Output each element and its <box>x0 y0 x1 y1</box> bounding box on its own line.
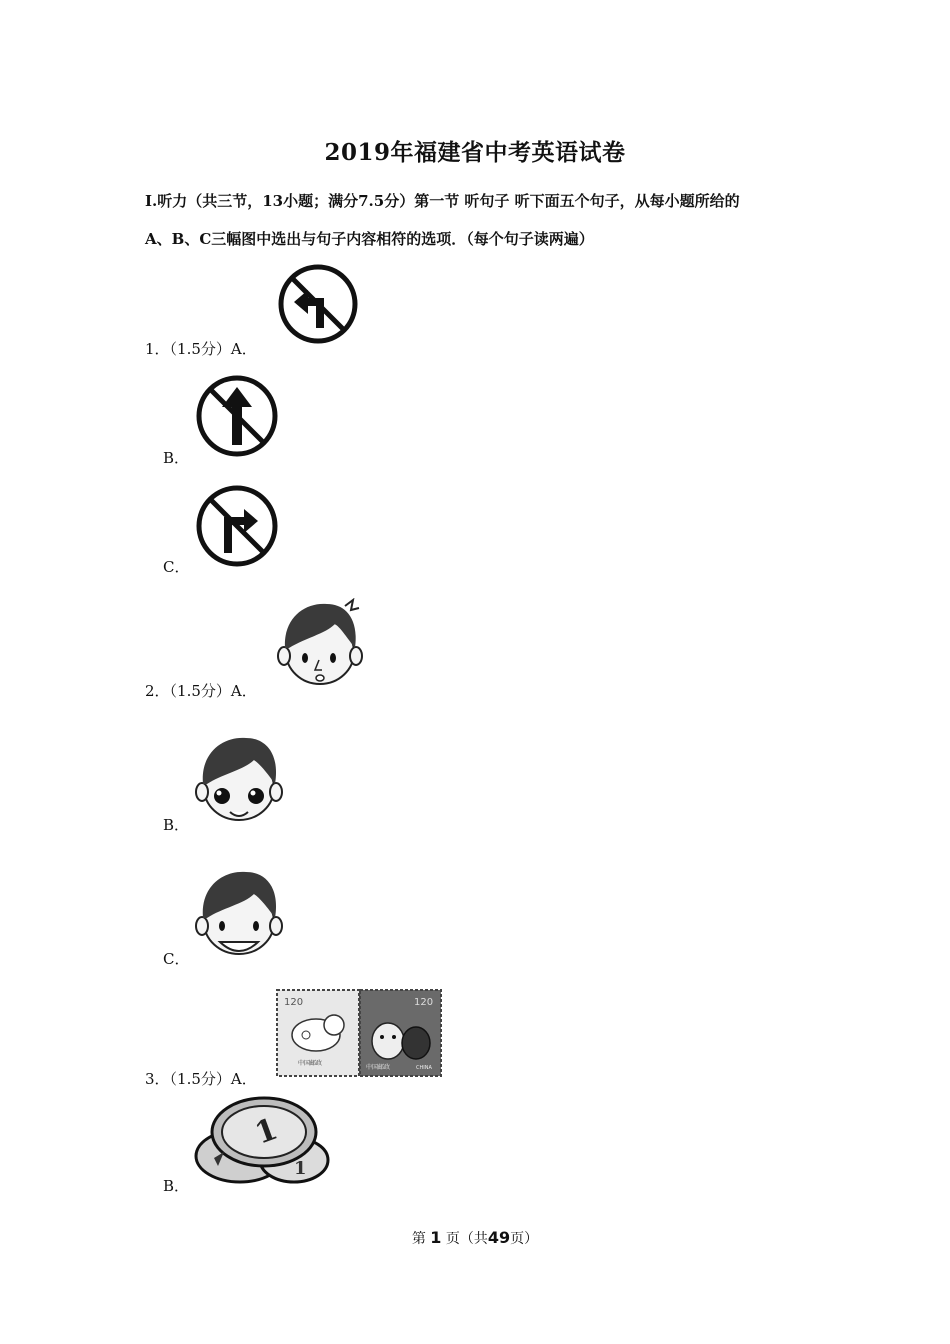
question-2-option-c-label: C． <box>163 950 190 968</box>
question-1-prefix: 1．（1.5分）A． <box>145 340 257 358</box>
stamp-left-country: 中国邮政 <box>298 1060 323 1067</box>
question-3-option-b-label: B． <box>163 1177 190 1195</box>
footer-total-pages: 49 <box>487 1228 511 1247</box>
question-1-option-c-label: C． <box>163 558 190 576</box>
no-right-turn-sign-icon[interactable] <box>194 483 280 569</box>
stamp-right-value: 120 <box>414 997 434 1008</box>
boy-face-smiling-icon[interactable] <box>192 732 286 826</box>
coins-stack-icon[interactable] <box>194 1094 334 1186</box>
page-title: 2019年福建省中考英语试卷 <box>324 139 626 166</box>
page-footer <box>0 1228 950 1248</box>
question-1-option-b-label: B． <box>163 449 190 467</box>
question-2-option-b-label: B． <box>163 816 190 834</box>
no-left-turn-sign-icon[interactable] <box>276 262 360 346</box>
boy-face-surprised-icon[interactable] <box>275 598 365 690</box>
footer-pre: 第 <box>411 1231 426 1247</box>
stamp-right-country-en: CHINA <box>416 1065 432 1071</box>
coin-numeral: 1 <box>250 1111 283 1152</box>
intro-line-1: Ⅰ.听力（共三节，13小题；满分7.5分）第一节 听句子 听下面五个句子，从每小题所给的 <box>145 192 740 210</box>
coin-numeral-small: 1 <box>294 1158 307 1179</box>
question-3-prefix: 3．（1.5分）A． <box>145 1070 257 1088</box>
footer-mid: 页（共 <box>445 1231 488 1247</box>
pig-stamps-icon[interactable] <box>276 989 442 1077</box>
boy-face-grinning-icon[interactable] <box>192 866 286 960</box>
footer-page-number: 1 <box>430 1228 442 1247</box>
no-straight-ahead-sign-icon[interactable] <box>194 373 280 459</box>
footer-post: 页） <box>510 1231 539 1247</box>
intro-line-2: A、B、C三幅图中选出与句子内容相符的选项．（每个句子读两遍） <box>145 230 594 248</box>
stamp-right-country: 中国邮政 <box>366 1064 391 1071</box>
stamp-left-value: 120 <box>284 997 304 1008</box>
question-2-prefix: 2．（1.5分）A． <box>145 682 257 700</box>
